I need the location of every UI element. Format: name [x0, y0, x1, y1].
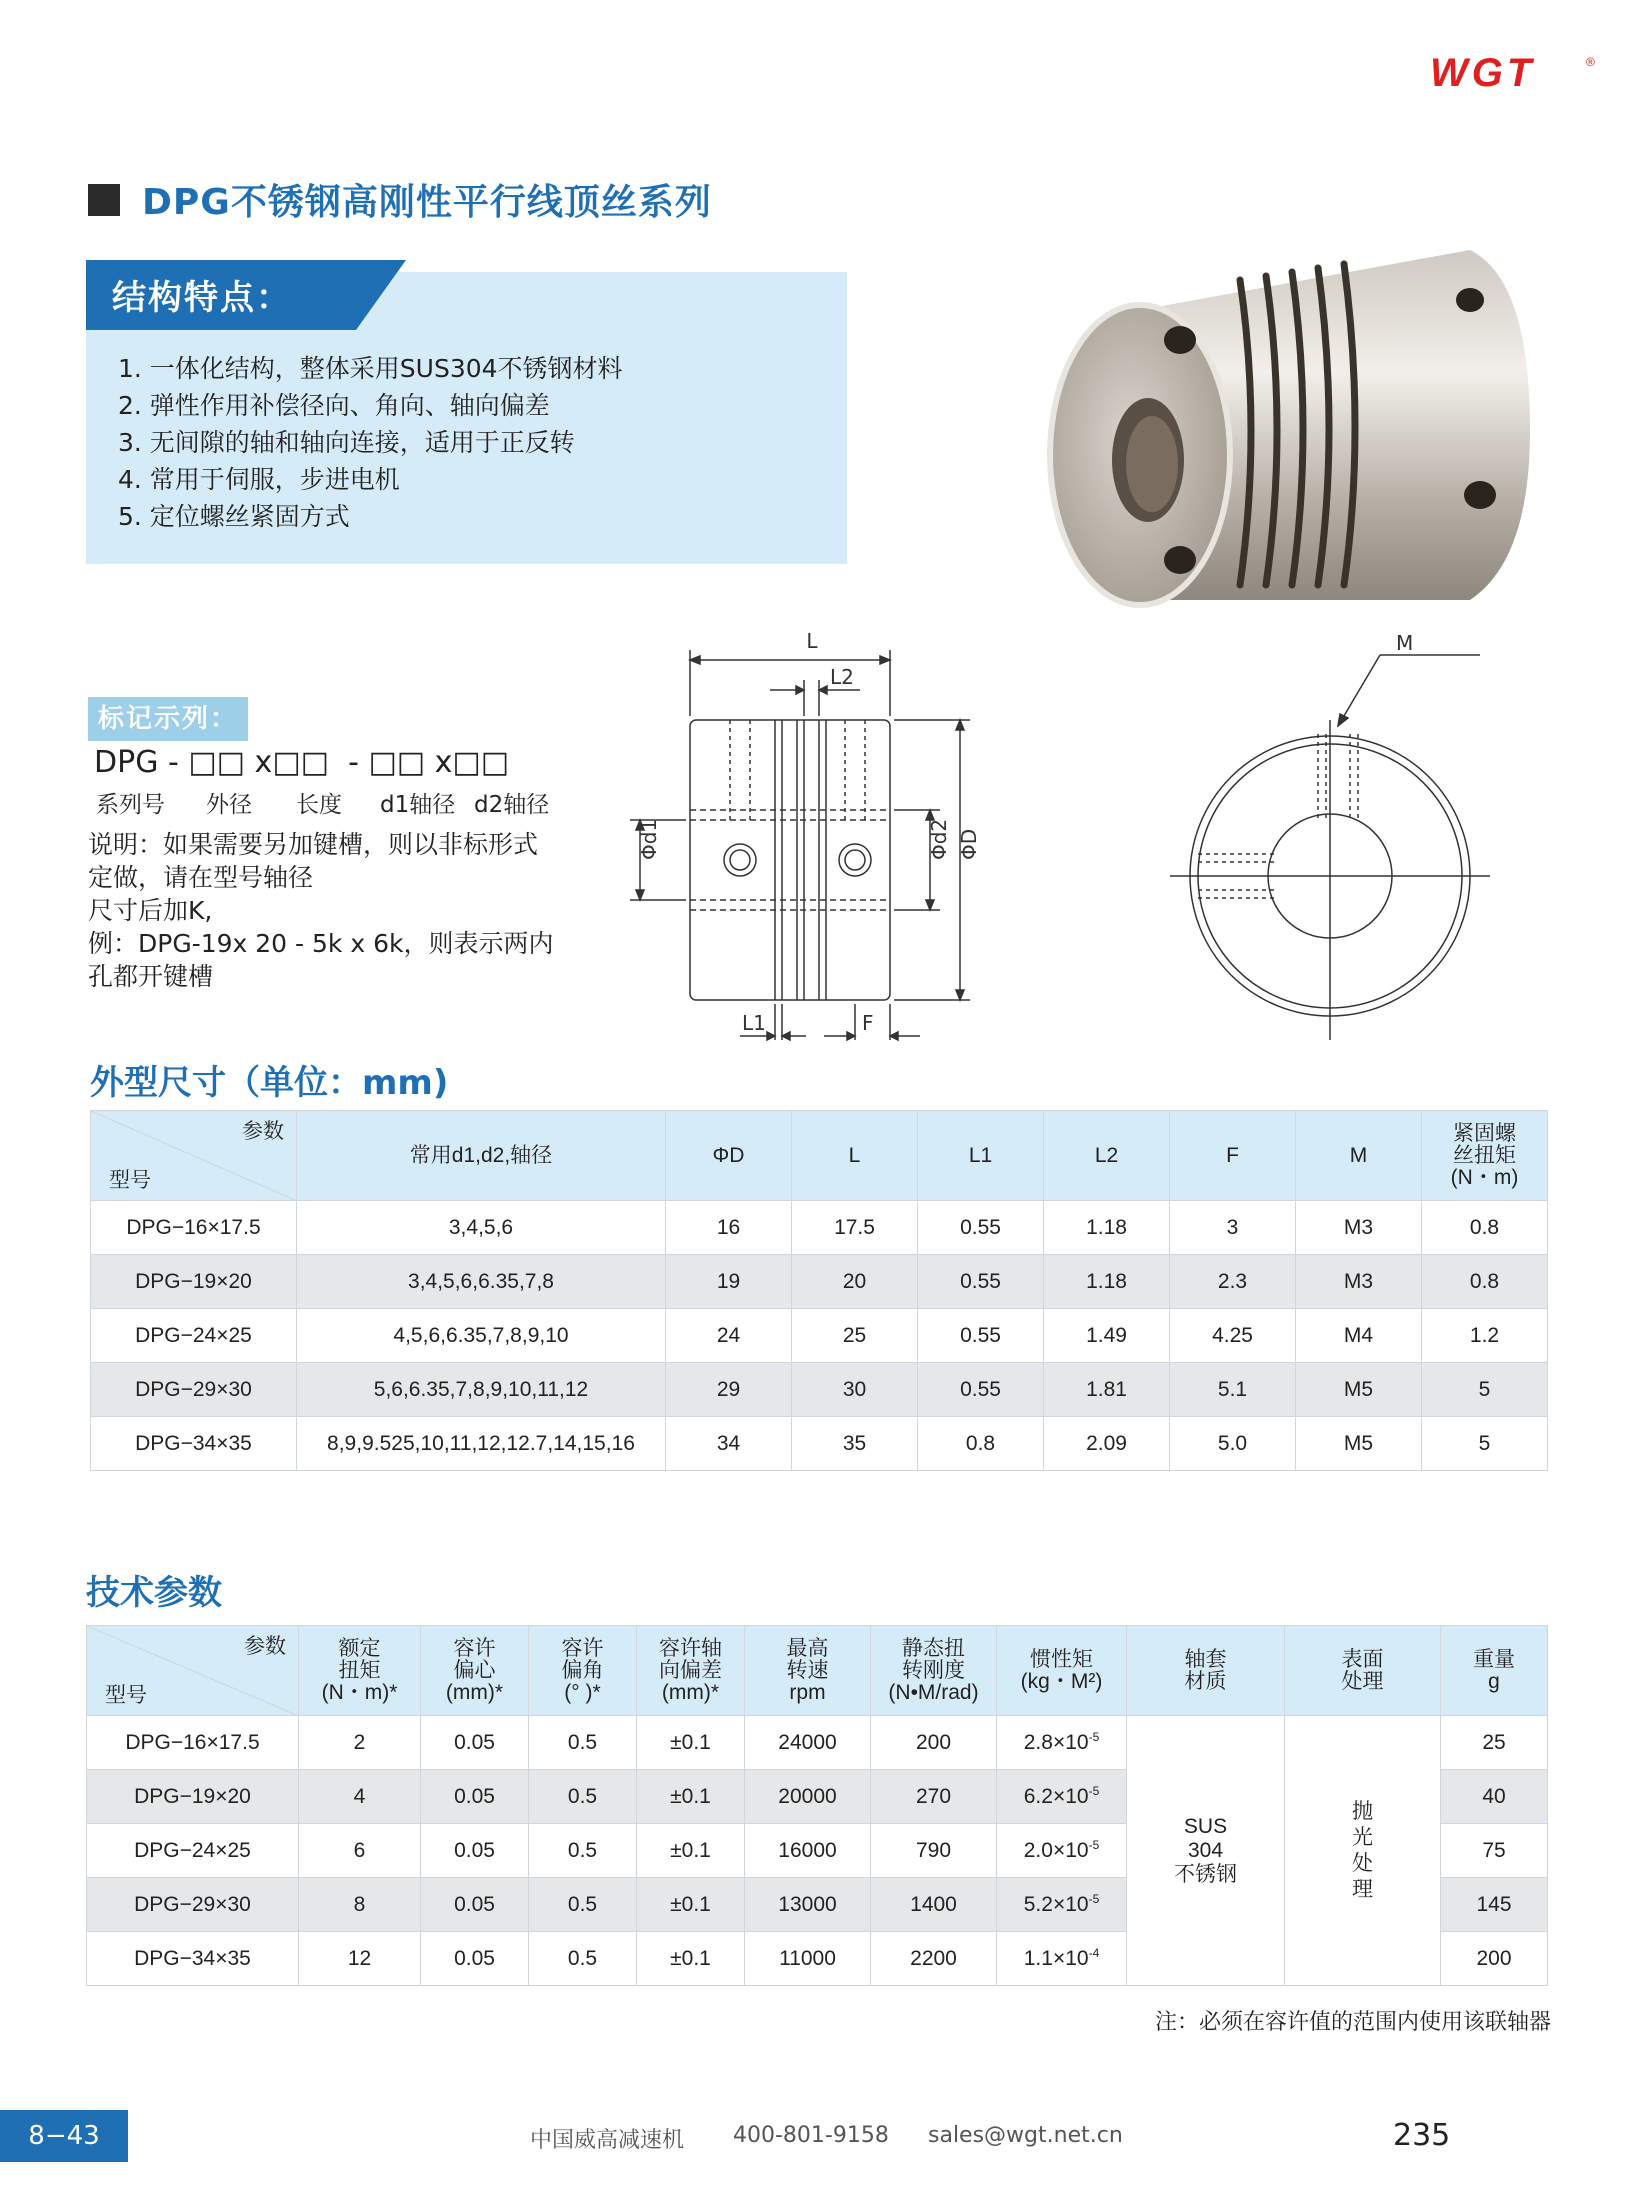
- column-header: 容许轴 向偏差 (mm)*: [637, 1626, 745, 1716]
- marking-desc-line: 定做，请在型号轴径: [88, 863, 314, 892]
- table-cell: 0.5: [529, 1878, 637, 1932]
- table-cell: 20: [792, 1255, 918, 1309]
- table-cell: 13000: [745, 1878, 871, 1932]
- table-cell: 4: [299, 1770, 421, 1824]
- column-header: L2: [1044, 1111, 1170, 1201]
- table-cell: 1.81: [1044, 1363, 1170, 1417]
- inertia-cell: [997, 1878, 1127, 1932]
- inertia-cell: [997, 1932, 1127, 1986]
- table-row: [91, 1201, 1548, 1255]
- dimensions-table: [90, 1110, 1548, 1471]
- table-corner-cell: [91, 1111, 297, 1201]
- table-cell: 20000: [745, 1770, 871, 1824]
- inertia-exponent: -5: [1088, 1838, 1100, 1852]
- table-cell: 4,5,6,6.35,7,8,9,10: [297, 1309, 666, 1363]
- page-title: DPG不锈钢高刚性平行线顶丝系列: [142, 182, 712, 223]
- feature-item: 4. 常用于伺服，步进电机: [118, 465, 400, 494]
- column-header: L1: [918, 1111, 1044, 1201]
- marking-description: [88, 828, 588, 993]
- corner-label-model: 型号: [105, 1684, 147, 1707]
- table-cell: 24000: [745, 1716, 871, 1770]
- page-section-tag: 8−43: [0, 2110, 128, 2162]
- table-cell: ±0.1: [637, 1824, 745, 1878]
- table-cell: 12: [299, 1932, 421, 1986]
- weight-cell: 40: [1441, 1770, 1548, 1824]
- column-header: 表面 处理: [1285, 1626, 1441, 1716]
- features-heading: 结构特点：: [112, 278, 292, 318]
- table-cell: 8,9,9.525,10,11,12,12.7,14,15,16: [297, 1417, 666, 1471]
- dim-label-D: ΦD: [957, 828, 981, 860]
- table-cell: 0.5: [529, 1770, 637, 1824]
- table-cell: 0.05: [421, 1824, 529, 1878]
- marking-heading: 标记示列：: [88, 697, 248, 741]
- table-cell: 34: [666, 1417, 792, 1471]
- usage-note: 注：必须在容许值的范围内使用该联轴器: [1154, 2010, 1551, 2035]
- column-header: 容许 偏心 (mm)*: [421, 1626, 529, 1716]
- table-cell: M3: [1296, 1255, 1422, 1309]
- marking-desc-line: 例：DPG-19x 20 - 5k x 6k，则表示两内: [88, 929, 554, 958]
- inertia-base: 2.8×10: [1023, 1731, 1089, 1754]
- table-cell: 5: [1422, 1417, 1548, 1471]
- table-cell: M3: [1296, 1201, 1422, 1255]
- inertia-exponent: -4: [1088, 1946, 1100, 1960]
- table-cell: 0.05: [421, 1716, 529, 1770]
- table-cell: 5.0: [1170, 1417, 1296, 1471]
- technical-title: 技术参数: [86, 1573, 222, 1613]
- table-cell: 19: [666, 1255, 792, 1309]
- inertia-exponent: -5: [1088, 1784, 1100, 1798]
- model-cell: DPG−34×35: [87, 1932, 299, 1986]
- coupling-photo: [1030, 240, 1550, 620]
- marking-desc-line: 孔都开键槽: [88, 962, 214, 991]
- table-cell: 16: [666, 1201, 792, 1255]
- table-cell: 790: [871, 1824, 997, 1878]
- side-view-drawing: [1150, 620, 1530, 1060]
- table-cell: 5,6,6.35,7,8,9,10,11,12: [297, 1363, 666, 1417]
- marking-label: 系列号: [96, 792, 165, 818]
- inertia-base: 1.1×10: [1023, 1947, 1089, 1970]
- footer-company: 中国威高减速机: [530, 2128, 685, 2153]
- table-cell: 0.55: [918, 1201, 1044, 1255]
- feature-item: 5. 定位螺丝紧固方式: [118, 502, 350, 531]
- column-header: 惯性矩 (kg・M²): [997, 1626, 1127, 1716]
- front-view-drawing: [600, 620, 1120, 1060]
- footer-email: sales@wgt.net.cn: [928, 2123, 1123, 2148]
- column-header: F: [1170, 1111, 1296, 1201]
- dim-label-L2: L2: [830, 665, 854, 689]
- table-cell: 1.18: [1044, 1201, 1170, 1255]
- inertia-cell: [997, 1716, 1127, 1770]
- corner-label-model: 型号: [109, 1169, 151, 1192]
- marking-desc-line: 尺寸后加K,: [88, 896, 213, 925]
- footer-phone: 400-801-9158: [733, 2123, 889, 2148]
- weight-cell: 200: [1441, 1932, 1548, 1986]
- column-header: 轴套 材质: [1127, 1626, 1285, 1716]
- table-cell: 2: [299, 1716, 421, 1770]
- inertia-base: 6.2×10: [1023, 1785, 1089, 1808]
- weight-cell: 75: [1441, 1824, 1548, 1878]
- table-cell: M5: [1296, 1417, 1422, 1471]
- dim-label-M: M: [1396, 631, 1414, 655]
- dim-label-L1: L1: [742, 1011, 766, 1035]
- table-cell: 270: [871, 1770, 997, 1824]
- corner-label-param: 参数: [242, 1120, 284, 1143]
- dimensions-title: 外型尺寸（单位：mm): [90, 1063, 449, 1103]
- page-number: 235: [1393, 2118, 1451, 2153]
- table-cell: 5.1: [1170, 1363, 1296, 1417]
- table-cell: 5: [1422, 1363, 1548, 1417]
- table-cell: ±0.1: [637, 1770, 745, 1824]
- table-cell: 0.55: [918, 1255, 1044, 1309]
- table-cell: 1.2: [1422, 1309, 1548, 1363]
- table-cell: 0.05: [421, 1932, 529, 1986]
- feature-item: 3. 无间隙的轴和轴向连接，适用于正反转: [118, 428, 575, 457]
- marking-code: DPG - □□ x□□ - □□ x□□: [94, 745, 510, 780]
- table-cell: 25: [792, 1309, 918, 1363]
- features-list: [118, 350, 623, 535]
- inertia-cell: [997, 1824, 1127, 1878]
- column-header: 重量 g: [1441, 1626, 1548, 1716]
- table-cell: 16000: [745, 1824, 871, 1878]
- registered-mark: ®: [1586, 55, 1595, 69]
- dim-label-F: F: [862, 1011, 874, 1035]
- dim-label-d1: Φd1: [637, 818, 661, 860]
- model-cell: DPG−19×20: [87, 1770, 299, 1824]
- table-cell: 3,4,5,6,6.35,7,8: [297, 1255, 666, 1309]
- column-header: 最高 转速 rpm: [745, 1626, 871, 1716]
- table-cell: 3: [1170, 1201, 1296, 1255]
- feature-item: 1. 一体化结构，整体采用SUS304不锈钢材料: [118, 354, 623, 383]
- marking-label: 外径: [206, 792, 252, 818]
- table-row: [91, 1417, 1548, 1471]
- table-cell: 11000: [745, 1932, 871, 1986]
- table-cell: 3,4,5,6: [297, 1201, 666, 1255]
- table-cell: 8: [299, 1878, 421, 1932]
- inertia-base: 2.0×10: [1023, 1839, 1089, 1862]
- column-header: 静态扭 转刚度 (N•M/rad): [871, 1626, 997, 1716]
- table-cell: 0.05: [421, 1770, 529, 1824]
- table-cell: M5: [1296, 1363, 1422, 1417]
- table-cell: 0.05: [421, 1878, 529, 1932]
- inertia-exponent: -5: [1088, 1730, 1100, 1744]
- column-header: 额定 扭矩 (N・m)*: [299, 1626, 421, 1716]
- feature-item: 2. 弹性作用补偿径向、角向、轴向偏差: [118, 391, 550, 420]
- table-cell: 30: [792, 1363, 918, 1417]
- column-header: 容许 偏角 (° )*: [529, 1626, 637, 1716]
- model-cell: DPG−24×25: [91, 1309, 297, 1363]
- model-cell: DPG−29×30: [87, 1878, 299, 1932]
- table-cell: M4: [1296, 1309, 1422, 1363]
- table-cell: 35: [792, 1417, 918, 1471]
- column-header: M: [1296, 1111, 1422, 1201]
- table-corner-cell: [87, 1626, 299, 1716]
- table-cell: 2.09: [1044, 1417, 1170, 1471]
- table-cell: 29: [666, 1363, 792, 1417]
- technical-table-body: [87, 1716, 1548, 1986]
- weight-cell: 25: [1441, 1716, 1548, 1770]
- column-header: 常用d1,d2,轴径: [297, 1111, 666, 1201]
- table-cell: 1.49: [1044, 1309, 1170, 1363]
- dim-label-L: L: [806, 629, 818, 653]
- title-square-icon: [88, 184, 120, 216]
- column-header: ΦD: [666, 1111, 792, 1201]
- table-cell: ±0.1: [637, 1932, 745, 1986]
- table-row: [91, 1363, 1548, 1417]
- table-cell: 2.3: [1170, 1255, 1296, 1309]
- table-cell: 0.5: [529, 1824, 637, 1878]
- table-cell: 0.55: [918, 1363, 1044, 1417]
- table-cell: 0.8: [1422, 1201, 1548, 1255]
- dimensions-table-body: [91, 1201, 1548, 1471]
- table-cell: 200: [871, 1716, 997, 1770]
- table-cell: 1400: [871, 1878, 997, 1932]
- wgt-logo: [1430, 52, 1600, 92]
- table-cell: 24: [666, 1309, 792, 1363]
- table-cell: 0.5: [529, 1932, 637, 1986]
- table-cell: 0.5: [529, 1716, 637, 1770]
- table-cell: 2200: [871, 1932, 997, 1986]
- technical-table: [86, 1625, 1548, 1986]
- model-cell: DPG−16×17.5: [91, 1201, 297, 1255]
- column-header: 紧固螺 丝扭矩 (N・m): [1422, 1111, 1548, 1201]
- marking-label: d1轴径: [380, 792, 456, 818]
- marking-desc-line: 说明：如果需要另加键槽，则以非标形式: [88, 830, 539, 859]
- table-row: [91, 1309, 1548, 1363]
- wgt-logo-text: WGT: [1430, 52, 1536, 92]
- inertia-exponent: -5: [1088, 1892, 1100, 1906]
- model-cell: DPG−19×20: [91, 1255, 297, 1309]
- table-cell: 1.18: [1044, 1255, 1170, 1309]
- table-row: [91, 1255, 1548, 1309]
- dim-label-d2: Φd2: [927, 818, 951, 860]
- model-cell: DPG−16×17.5: [87, 1716, 299, 1770]
- table-cell: 0.55: [918, 1309, 1044, 1363]
- marking-label: d2轴径: [474, 792, 550, 818]
- material-cell: SUS 304 不锈钢: [1127, 1716, 1285, 1986]
- model-cell: DPG−24×25: [87, 1824, 299, 1878]
- model-cell: DPG−29×30: [91, 1363, 297, 1417]
- marking-label: 长度: [296, 792, 342, 818]
- model-cell: DPG−34×35: [91, 1417, 297, 1471]
- corner-label-param: 参数: [244, 1635, 286, 1658]
- column-header: L: [792, 1111, 918, 1201]
- inertia-base: 5.2×10: [1023, 1893, 1089, 1916]
- table-cell: 4.25: [1170, 1309, 1296, 1363]
- inertia-cell: [997, 1770, 1127, 1824]
- table-cell: 0.8: [918, 1417, 1044, 1471]
- table-cell: 17.5: [792, 1201, 918, 1255]
- surface-treatment-cell: 抛 光 处 理: [1285, 1716, 1441, 1986]
- table-cell: ±0.1: [637, 1878, 745, 1932]
- table-row: [87, 1716, 1548, 1770]
- table-cell: 6: [299, 1824, 421, 1878]
- table-cell: ±0.1: [637, 1716, 745, 1770]
- table-cell: 0.8: [1422, 1255, 1548, 1309]
- weight-cell: 145: [1441, 1878, 1548, 1932]
